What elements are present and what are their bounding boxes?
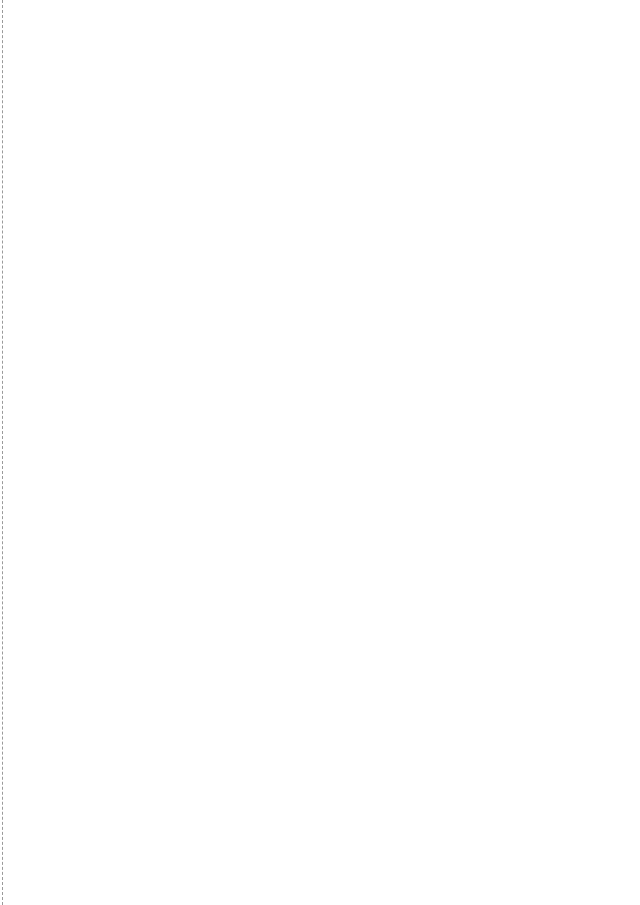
- document-body: [89, 70, 574, 86]
- scan-edge-line: [2, 0, 4, 905]
